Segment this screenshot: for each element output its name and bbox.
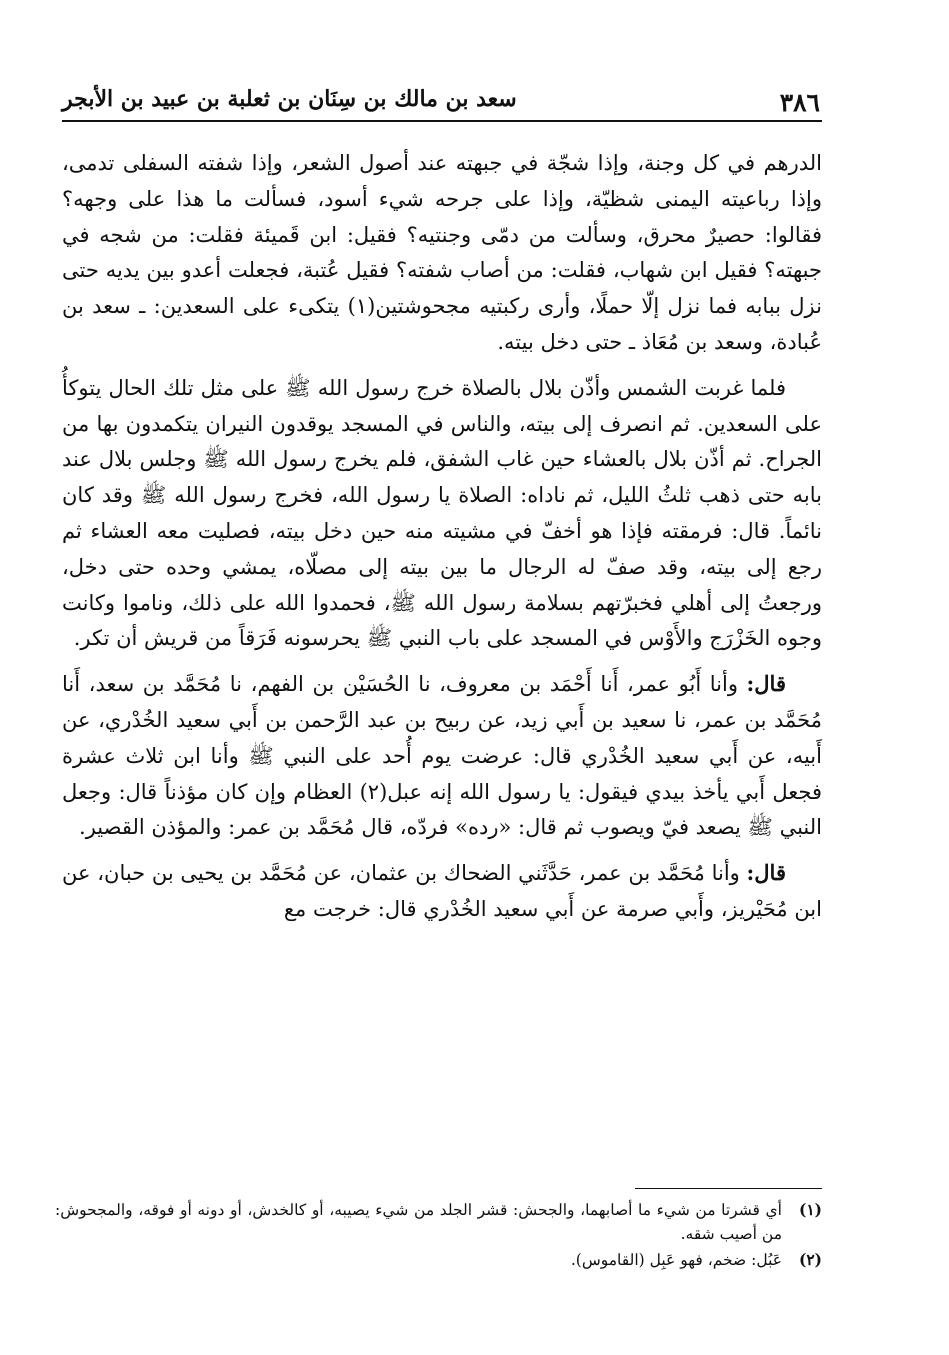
main-text <box>62 145 822 937</box>
paragraph-text: فلما غربت الشمس وأذّن بلال بالصلاة خرج رسول الله ﷺ على مثل تلك الحال يتوكأُ على السعدين. ثم انصرف إلى بيته، والناس في المسجد يوقدون النيران يتكمدون بها من الجراح. ثم أذّن بلال بالعشاء حين غاب الشفق، فلم يخرج رسول الله ﷺ وجلس بلال عند بابه حتى ذهب ثلثُ الليل، ثم ناداه: الصلاة يا رسول الله، فخرج رسول الله ﷺ وقد كان نائماً. قال: فرمقته فإذا هو أخفّ في مشيته منه حين دخل بيته، فصليت معه العشاء ثم رجع إلى بيته، وقد صفّ له الرجال ما بين بيته إلى مصلّاه، يمشي وحده حتى دخل، ورجعتُ إلى أهلي فخبرّتهم بسلامة رسول الله ﷺ، فحمدوا الله على ذلك، وناموا وكانت وجوه الخَزْرَج والأَوْس في المسجد على باب النبي ﷺ يحرسونه فَرَقاً من قريش أن تكر. <box>62 375 822 651</box>
paragraph-2 <box>62 370 822 657</box>
paragraph-text: وأنا مُحَمَّد بن عمر، حَدَّثَني الضحاك بن عثمان، عن مُحَمَّد بن يحيى بن حبان، عن ابن مُحَيْريز، وأَبي صرمة عن أَبي سعيد الخُدْري قال: خرجت مع <box>62 861 822 921</box>
paragraph-text: الدرهم في كل وجنة، وإذا شجّة في جبهته عند أصول الشعر، وإذا شفته السفلى تدمى، وإذا رباعيته اليمنى شظيّة، وإذا على جرحه شيء أسود، فسألت ما هذا على وجهه؟ فقالوا: حصيرٌ محرق، وسألت من دمّى وجنتيه؟ فقيل: ابن قَميئة فقلت: من شجه في جبهته؟ فقيل ابن شهاب، فقلت: من أصاب شفته؟ فقيل عُتبة، فجعلت أعدو بين يديه حتى نزل ببابه فما نزل إلّا حملًا، وأرى ركبتيه مجحوشتين(١) يتكىء على السعدين: ـ سعد بن عُبادة، وسعد بن مُعَاذ ـ حتى دخل بيته. <box>62 151 822 354</box>
paragraph-text: وأنا أَبُو عمر، أَنا أَحْمَد بن معروف، نا الحُسَيْن بن الفهم، نا مُحَمَّد بن سعد، أَنا مُحَمَّد بن عمر، نا سعيد بن أَبي زيد، عن ربيح بن عبد الرَّحمن بن أَبي سعيد الخُدْري، عن أَبيه، عن أَبي سعيد الخُدْري قال: عرضت يوم أُحد على النبي ﷺ وأنا ابن ثلاث عشرة فجعل أَبي يأخذ بيدي فيقول: يا رسول الله إنه عبل(٢) العظام وإن كان مؤذناً قال: وجعل النبي ﷺ يصعد فيّ ويصوب ثم قال: «رده» فردّه، قال مُحَمَّد بن عمر: والمؤذن القصير. <box>62 672 823 840</box>
running-title: سعد بن مالك بن سِنَان بن ثعلبة بن عبيد بن الأبجر <box>62 86 517 112</box>
footnote-1 <box>55 1198 822 1246</box>
paragraph-4 <box>62 855 822 928</box>
paragraph-3 <box>62 666 822 846</box>
footnote-text: عَبُل: ضخم، فهو عَبِل (القاموس). <box>570 1251 782 1269</box>
footnote-2 <box>55 1248 822 1272</box>
page-header <box>62 78 820 118</box>
footnotes <box>55 1198 822 1274</box>
paragraph-lead: قال: <box>746 860 786 886</box>
header-rule <box>62 120 822 122</box>
page-number: ٣٨٦ <box>779 88 820 117</box>
paragraph-1 <box>62 145 822 361</box>
paragraph-lead: قال: <box>746 671 786 697</box>
footnote-rule <box>635 1188 822 1189</box>
footnote-number: (٢) <box>798 1250 822 1269</box>
footnote-text: أي قشرتا من شيء ما أصابهما، والجحش: قشر الجلد من شيء يصيبه، أو كالخدش، أو دونه أو فوقه، والمجحوش: من أصيب شقه. <box>55 1201 782 1243</box>
footnote-number: (١) <box>798 1200 822 1219</box>
